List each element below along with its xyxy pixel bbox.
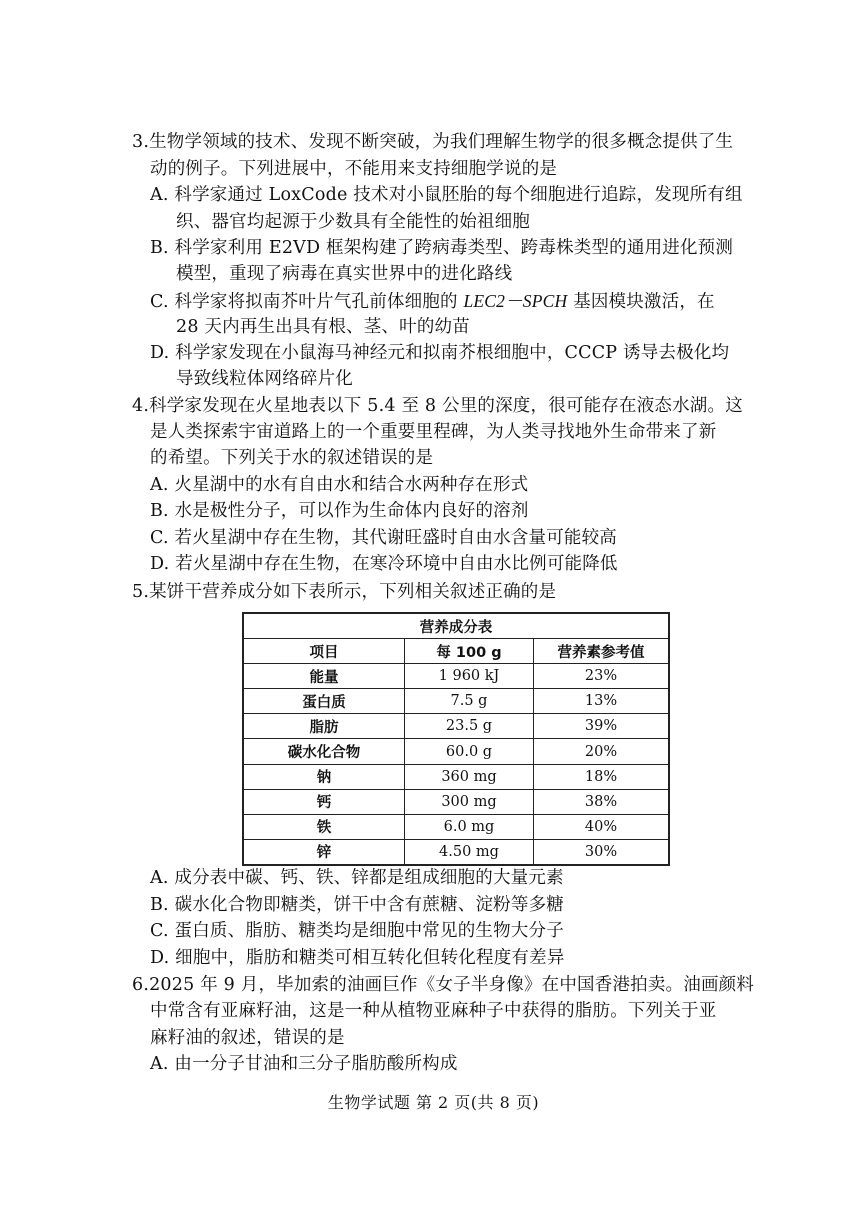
q3-option-b: B. 科学家利用 E2VD 框架构建了跨病毒类型、跨毒株类型的通用进化预测 [150,238,734,258]
cell-amount: 300 mg [405,789,534,814]
q5-stem: 5.某饼干营养成分如下表所示，下列相关叙述正确的是 [132,582,557,602]
cell-nrv: 13% [534,689,670,714]
q6-stem-line2: 中常含有亚麻籽油，这是一种从植物亚麻种子中获得的脂肪。下列关于亚 [150,1001,717,1021]
cell-item: 钠 [243,764,405,789]
cell-nrv: 23% [534,664,670,689]
nutrition-table [242,612,670,866]
q3-option-c-cont: 28 天内再生出具有根、茎、叶的幼苗 [176,317,470,337]
q3-option-c-pre: C. 科学家将拟南芥叶片气孔前体细胞的 [150,292,464,312]
cell-amount: 4.50 mg [405,839,534,865]
cell-amount: 7.5 g [405,689,534,714]
cell-nrv: 18% [534,764,670,789]
cell-amount: 60.0 g [405,739,534,764]
q3-stem-line1: 3.生物学领域的技术、发现不断突破，为我们理解生物学的很多概念提供了生 [132,132,734,152]
table-row [243,814,669,839]
nutrition-table-title: 营养成分表 [243,613,669,639]
cell-item: 铁 [243,814,405,839]
cell-amount: 360 mg [405,764,534,789]
cell-amount: 1 960 kJ [405,664,534,689]
q3-option-b-cont: 模型，重现了病毒在真实世界中的进化路线 [176,264,513,284]
q4-stem-line1: 4.科学家发现在火星地表以下 5.4 至 8 公里的深度，很可能存在液态水湖。这 [132,396,743,416]
q5-option-c: C. 蛋白质、脂肪、糖类均是细胞中常见的生物大分子 [150,921,564,941]
q3-gene-name: LEC2－SPCH [463,291,568,311]
cell-item: 锌 [243,839,405,865]
q5-option-d: D. 细胞中，脂肪和糖类可相互转化但转化程度有差异 [150,948,565,968]
table-row [243,714,669,739]
q4-option-d: D. 若火星湖中存在生物，在寒冷环境中自由水比例可能降低 [150,554,618,574]
col-header-item: 项目 [243,639,405,664]
q3-stem-line2: 动的例子。下列进展中，不能用来支持细胞学说的是 [150,159,558,179]
q5-option-b: B. 碳水化合物即糖类，饼干中含有蔗糖、淀粉等多糖 [150,895,564,915]
cell-item: 脂肪 [243,714,405,739]
q3-option-a: A. 科学家通过 LoxCode 技术对小鼠胚胎的每个细胞进行追踪，发现所有组 [150,185,743,205]
q4-option-b: B. 水是极性分子，可以作为生命体内良好的溶剂 [150,501,529,521]
table-row [243,739,669,764]
cell-nrv: 40% [534,814,670,839]
page-footer: 生物学试题 第 2 页(共 8 页) [327,1093,540,1112]
q3-option-d: D. 科学家发现在小鼠海马神经元和拟南芥根细胞中，CCCP 诱导去极化均 [150,343,730,363]
table-row [243,664,669,689]
cell-amount: 6.0 mg [405,814,534,839]
cell-item: 能量 [243,664,405,689]
cell-nrv: 38% [534,789,670,814]
cell-item: 碳水化合物 [243,739,405,764]
q5-option-a: A. 成分表中碳、钙、铁、锌都是组成细胞的大量元素 [150,868,564,888]
q4-option-c: C. 若火星湖中存在生物，其代谢旺盛时自由水含量可能较高 [150,528,617,548]
cell-nrv: 39% [534,714,670,739]
q3-option-a-cont: 织、器官均起源于少数具有全能性的始祖细胞 [176,212,530,232]
q4-stem-line2: 是人类探索宇宙道路上的一个重要里程碑，为人类寻找地外生命带来了新 [150,422,717,442]
cell-nrv: 30% [534,839,670,865]
cell-amount: 23.5 g [405,714,534,739]
table-row [243,789,669,814]
q4-option-a: A. 火星湖中的水有自由水和结合水两种存在形式 [150,475,529,495]
table-row [243,839,669,865]
q4-stem-line3: 的希望。下列关于水的叙述错误的是 [150,448,434,468]
table-row [243,689,669,714]
q6-stem-line1: 6.2025 年 9 月，毕加索的油画巨作《女子半身像》在中国香港拍卖。油画颜料 [132,975,755,995]
q3-option-c [150,289,715,314]
table-row [243,764,669,789]
cell-item: 钙 [243,789,405,814]
cell-nrv: 20% [534,739,670,764]
table-header-row [243,639,669,664]
col-header-nrv: 营养素参考值 [534,639,670,664]
q6-stem-line3: 麻籽油的叙述，错误的是 [150,1028,345,1048]
col-header-per100g: 每 100 g [405,639,534,664]
cell-item: 蛋白质 [243,689,405,714]
q3-option-c-post: 基因模块激活，在 [567,292,715,312]
q6-option-a: A. 由一分子甘油和三分子脂肪酸所构成 [150,1054,458,1074]
q3-option-d-cont: 导致线粒体网络碎片化 [176,369,353,389]
